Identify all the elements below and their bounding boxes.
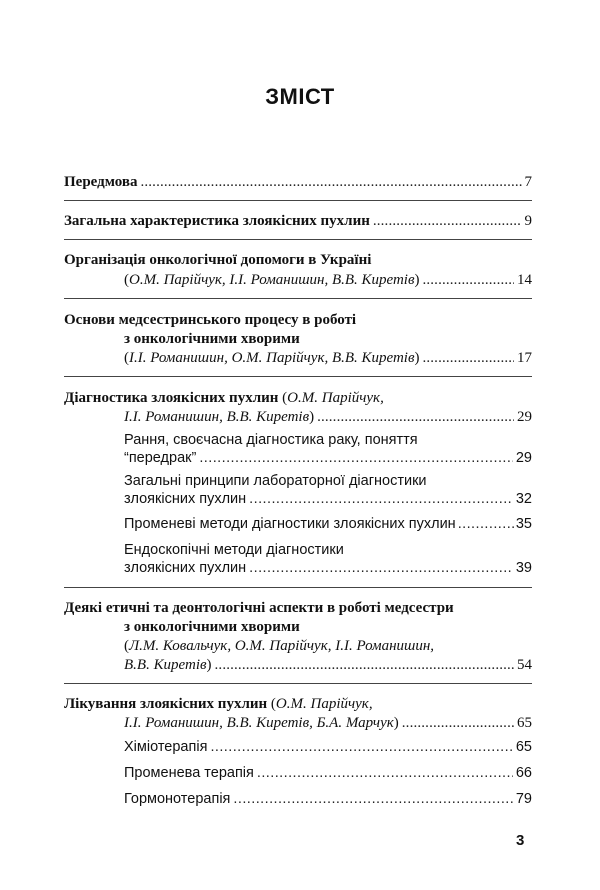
toc-subentry-early[interactable]: Рання, своєчасна діагностика раку, поняття [124,432,418,448]
toc-subentry-radiation[interactable]: Променеві методи діагностики злоякісних пухлин . . . 35 [124,514,532,534]
toc-subentry-hormone[interactable]: Гормонотерапія . . . 79 [124,789,532,809]
section-divider [64,298,532,299]
dot-leader [233,789,512,809]
dot-leader [199,448,513,468]
page-ref: 65 [517,715,532,731]
entry-authors: І.І. Романишин, В.В. Киретів) [124,409,315,425]
toc-subentry-radiotherapy[interactable]: Променева терапія . . . 66 [124,763,532,783]
toc-entry-diagnostics-title[interactable]: Діагностика злоякісних пухлин (О.М. Парійчук, [64,390,384,406]
dot-leader [422,348,514,368]
entry-authors: І.І. Романишин, В.В. Киретів, Б.А. Марчук) [124,715,399,731]
toc-subentry-chemo[interactable]: Хіміотерапія . . . 65 [124,737,532,757]
entry-title: Лікування злоякісних пухлин [64,696,268,712]
entry-title: Основи медсестринського процесу в роботі [64,312,357,328]
toc-subentry-early-cont[interactable]: “передрак” . . . 29 [124,448,532,468]
toc-subentry-endoscopic[interactable]: Ендоскопічні методи діагностики [124,542,344,558]
toc-entry-organization-title[interactable] [64,250,532,270]
toc-entry-ethics-authors: (Л.М. Ковальчук, О.М. Парійчук, І.І. Романишин, [124,638,435,654]
section-divider [64,683,532,684]
toc-entry-general[interactable] [64,211,532,231]
toc-entry-treatment-authors[interactable] [124,713,532,733]
toc-subentry-lab-cont[interactable]: злоякісних пухлин . . . 32 [124,489,532,509]
page-ref: 66 [515,765,532,781]
entry-title: Діагностика злоякісних пухлин [64,390,279,406]
page-number: 3 [516,832,525,849]
page-ref: 39 [515,560,532,576]
dot-leader [373,211,522,231]
dot-leader [249,489,513,509]
toc-entry-ethics-title-cont: з онкологічними хворими [124,619,300,635]
entry-title: Організація онкологічної допомоги в Україні [64,252,372,268]
page-ref: 14 [517,272,532,288]
toc-subentry-lab[interactable]: Загальні принципи лабораторної діагностики [124,473,427,489]
entry-authors: В.В. Киретів) [124,657,212,673]
page-ref: 7 [524,174,532,190]
toc-entry-treatment-title[interactable]: Лікування злоякісних пухлин (О.М. Парійчук, [64,696,373,712]
entry-authors: (О.М. Парійчук, І.І. Романишин, В.В. Киретів) [124,272,420,288]
toc-entry-organization-authors[interactable] [124,270,532,290]
toc-subentry-endoscopic-cont[interactable]: злоякісних пухлин . . . 39 [124,558,532,578]
page-ref: 65 [515,739,532,755]
dot-leader [317,407,514,427]
toc-entry-nursing-title[interactable] [64,310,532,330]
dot-leader [215,655,514,675]
page-ref: 29 [517,409,532,425]
dot-leader [458,514,514,534]
toc-entry-ethics-title[interactable] [64,598,532,618]
dot-leader [140,172,521,192]
page-ref: 32 [515,491,532,507]
page-ref: 17 [517,350,532,366]
toc-entry-nursing-title-cont: з онкологічними хворими [124,331,300,347]
page-ref: 79 [515,791,532,807]
section-divider [64,200,532,201]
toc-entry-ethics-authors-cont[interactable] [124,655,532,675]
dot-leader [402,713,514,733]
toc-entry-preface[interactable] [64,172,532,192]
page-ref: 54 [517,657,532,673]
dot-leader [422,270,514,290]
section-divider [64,239,532,240]
page-ref: 29 [515,450,532,466]
entry-authors: (І.І. Романишин, О.М. Парійчук, В.В. Киретів) [124,350,420,366]
section-divider [64,587,532,588]
page-title: ЗМІСТ [265,84,335,109]
dot-leader [210,737,512,757]
section-divider [64,376,532,377]
page-ref: 35 [515,516,532,532]
page-ref: 9 [524,213,532,229]
entry-title: Загальна характеристика злоякісних пухлин [64,213,370,229]
toc-entry-nursing-authors[interactable] [124,348,532,368]
dot-leader [249,558,513,578]
entry-title: Передмова [64,174,138,190]
dot-leader [257,763,513,783]
toc-entry-diagnostics-authors[interactable] [124,407,532,427]
entry-title: Деякі етичні та деонтологічні аспекти в роботі медсестри [64,600,454,616]
